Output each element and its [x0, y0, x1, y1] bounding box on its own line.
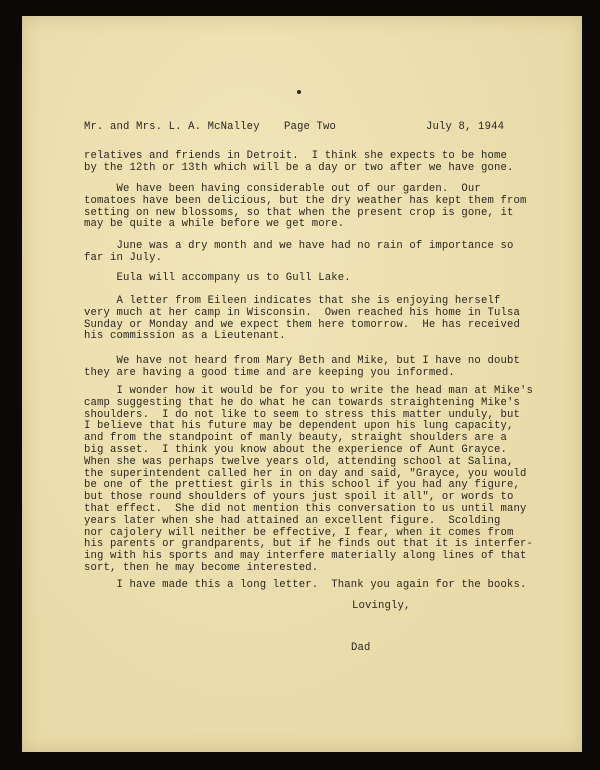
body-line: setting on new blossoms, so that when the present crop is gone, it: [84, 206, 514, 219]
body-line: very much at her camp in Wisconsin. Owen reached his home in Tulsa: [84, 306, 520, 319]
body-line: We have been having considerable out of our garden. Our: [84, 183, 481, 195]
body-line: tomatoes have been delicious, but the dry weather has kept them from: [84, 194, 527, 207]
header-page-number: Page Two: [284, 121, 337, 133]
body-line: I have made this a long letter. Thank you again for the books.: [84, 579, 527, 591]
body-line: When she was perhaps twelve years old, attending school at Salina,: [84, 455, 514, 468]
body-line: I believe that his future may be dependent upon his lung capacity,: [84, 420, 514, 433]
header-date: July 8, 1944: [426, 121, 505, 133]
body-line: We have not heard from Mary Beth and Mike, but I have no doubt: [84, 355, 520, 367]
body-line: may be quite a while before we get more.: [84, 218, 345, 231]
body-line: years later when she had attained an excellent figure. Scolding: [84, 514, 501, 527]
body-line: shoulders. I do not like to seem to stress this matter unduly, but: [84, 408, 520, 421]
body-line: June was a dry month and we have had no rain of importance so: [84, 240, 514, 252]
body-line: and from the standpoint of manly beauty, straight shoulders are a: [84, 432, 507, 445]
body-line: Sunday or Monday and we expect them here tomorrow. He has received: [84, 318, 520, 331]
body-line: far in July.: [84, 251, 163, 264]
header-recipient: Mr. and Mrs. L. A. McNalley: [84, 121, 260, 133]
body-line: A letter from Eileen indicates that she is enjoying herself: [84, 295, 501, 307]
signature: Dad: [351, 642, 371, 654]
body-line: be one of the prettiest girls in this school if you had any figure,: [84, 479, 520, 492]
closing: Lovingly,: [352, 600, 411, 612]
body-line: the superintendent called her in on day and said, "Grayce, you would: [84, 467, 527, 480]
body-line: his parents or grandparents, but if he finds out that it is interfer-: [84, 538, 534, 551]
body-line: big asset. I think you know about the experience of Aunt Grayce.: [84, 444, 507, 456]
body-line: by the 12th or 13th which will be a day or two after we have gone.: [84, 161, 514, 174]
body-line: that effect. She did not mention this conversation to us until many: [84, 503, 527, 515]
body-line: Eula will accompany us to Gull Lake.: [84, 272, 351, 284]
body-line: camp suggesting that he do what he can towards straightening Mike's: [84, 396, 520, 409]
punch-mark: [297, 90, 301, 94]
body-line: I wonder how it would be for you to write the head man at Mike's: [84, 385, 534, 397]
body-line: ing with his sports and may interfere materially along lines of that: [84, 550, 527, 563]
body-line: sort, then he may become interested.: [84, 562, 319, 574]
letter-page: [22, 16, 582, 752]
body-line: relatives and friends in Detroit. I think she expects to be home: [84, 150, 507, 162]
body-line: his commission as a Lieutenant.: [84, 330, 286, 343]
body-line: but those round shoulders of yours just spoil it all", or words to: [84, 491, 514, 504]
body-line: nor cajolery will neither be effective, I fear, when it comes from: [84, 526, 514, 539]
body-line: they are having a good time and are keeping you informed.: [84, 366, 455, 379]
